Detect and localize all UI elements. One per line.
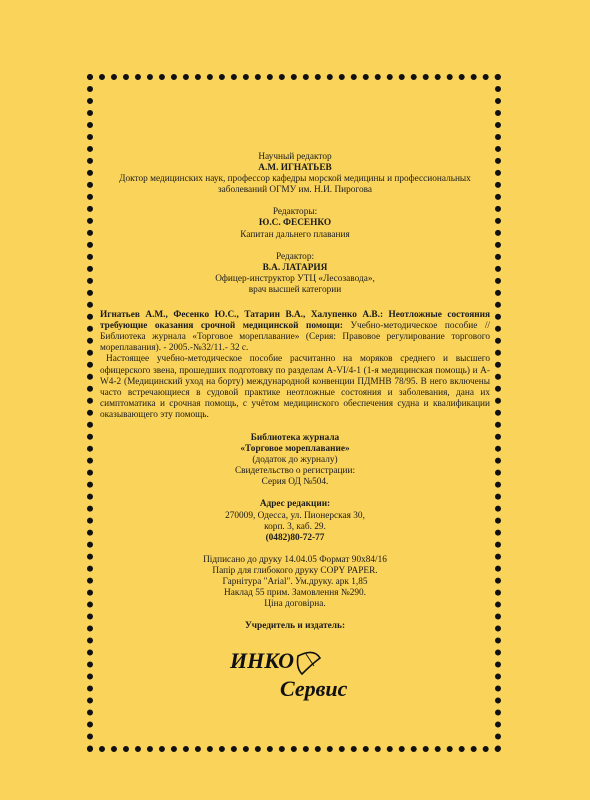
editor-role: Редактор: <box>275 251 315 262</box>
scientific-editor-desc-2: заболеваний ОГМУ им. Н.И. Пирогова <box>217 185 373 196</box>
editors-desc: Капитан дальнего плавания <box>240 229 350 240</box>
print-line-3: Гарнітура "Arial". Ум.друку. арк 1,85 <box>222 577 368 587</box>
print-line-2: Папір для глибокого друку COPY PAPER. <box>212 565 378 576</box>
imprint-page <box>100 152 490 632</box>
library-series: Серия ОД №504. <box>261 477 329 488</box>
abstract-citation: Учебно-методическое пособие // Библиотека журнала «Торговое мореплавание» (Серия: Правовое регулирование торгового мореплавания). - 2005.-№32/11.- 32 с. <box>100 321 490 354</box>
founder-label: Учредитель и издатель: <box>244 621 346 632</box>
address-phone: (0482)80-72-77 <box>265 532 325 543</box>
logo-word-2: Сервис <box>280 676 348 701</box>
abstract-authors-title: Игнатьев А.М., Фесенко Ю.С., Татарин В.А., Халупенко А.В.: Неотложные состояния требующие оказания срочной медицинской помощи: <box>100 310 490 332</box>
quill-stroke <box>306 654 314 666</box>
print-info-block <box>100 555 490 610</box>
address-block <box>100 499 490 543</box>
address-line-2: корп. 3, каб. 29. <box>264 521 326 532</box>
editor-name: В.А. ЛАТАРИЯ <box>262 262 328 273</box>
editors-role: Редакторы: <box>272 207 318 218</box>
quill-icon <box>298 652 321 674</box>
scientific-editor-role: Научный редактор <box>258 152 332 162</box>
scientific-editor-name: А.М. ИГНАТЬЕВ <box>258 163 332 174</box>
scientific-editor-desc-1: Доктор медицинских наук, профессор кафедры морской медицины и профессиональных <box>119 174 471 185</box>
library-cert: Свидетельство о регистрации: <box>234 466 356 477</box>
abstract-body: Настоящее учебно-методическое пособие расчитанно на моряков среднего и высшего офицерского звена, прошедших подготовку по разделам A-VI/4-1 (1-я медицинская помощь) и A-W4-2 (Медицинский уход на борту) международной конвенции ПДМНВ 78/95. В него включены часто встречающиеся в судовой практике неотложные состояния и заболевания, дана их симптоматика и срочная помощь, с учётом медицинского обеспечения судна и квалификации оказывающего эту помощь. <box>100 354 490 420</box>
editor-desc-1: Офицер-инструктор УТЦ «Лесозавода», <box>215 273 375 284</box>
logo-word-1: ИНКО <box>230 648 295 673</box>
editors-name: Ю.С. ФЕСЕНКО <box>258 218 332 229</box>
library-journal: «Торговое мореплавание» <box>240 444 350 455</box>
editors-block <box>100 207 490 240</box>
library-supplement: (додаток до журналу) <box>252 455 338 466</box>
bibliographic-abstract <box>100 310 490 421</box>
library-block <box>100 433 490 488</box>
address-line-1: 270009, Одесса, ул. Пионерская 30, <box>225 510 365 521</box>
scientific-editor-block <box>100 152 490 196</box>
library-title: Библиотека журнала <box>250 432 340 443</box>
address-title: Адрес редакции: <box>259 499 331 510</box>
print-line-5: Ціна договірна. <box>264 599 326 610</box>
print-line-4: Наклад 55 прим. Замовлення №290. <box>224 588 366 599</box>
editor-block <box>100 252 490 296</box>
print-line-1: Підписано до друку 14.04.05 Формат 90х84/16 <box>203 554 387 565</box>
inko-servis-logo <box>222 644 372 714</box>
editor-desc-2: врач высшей категории <box>248 284 342 295</box>
